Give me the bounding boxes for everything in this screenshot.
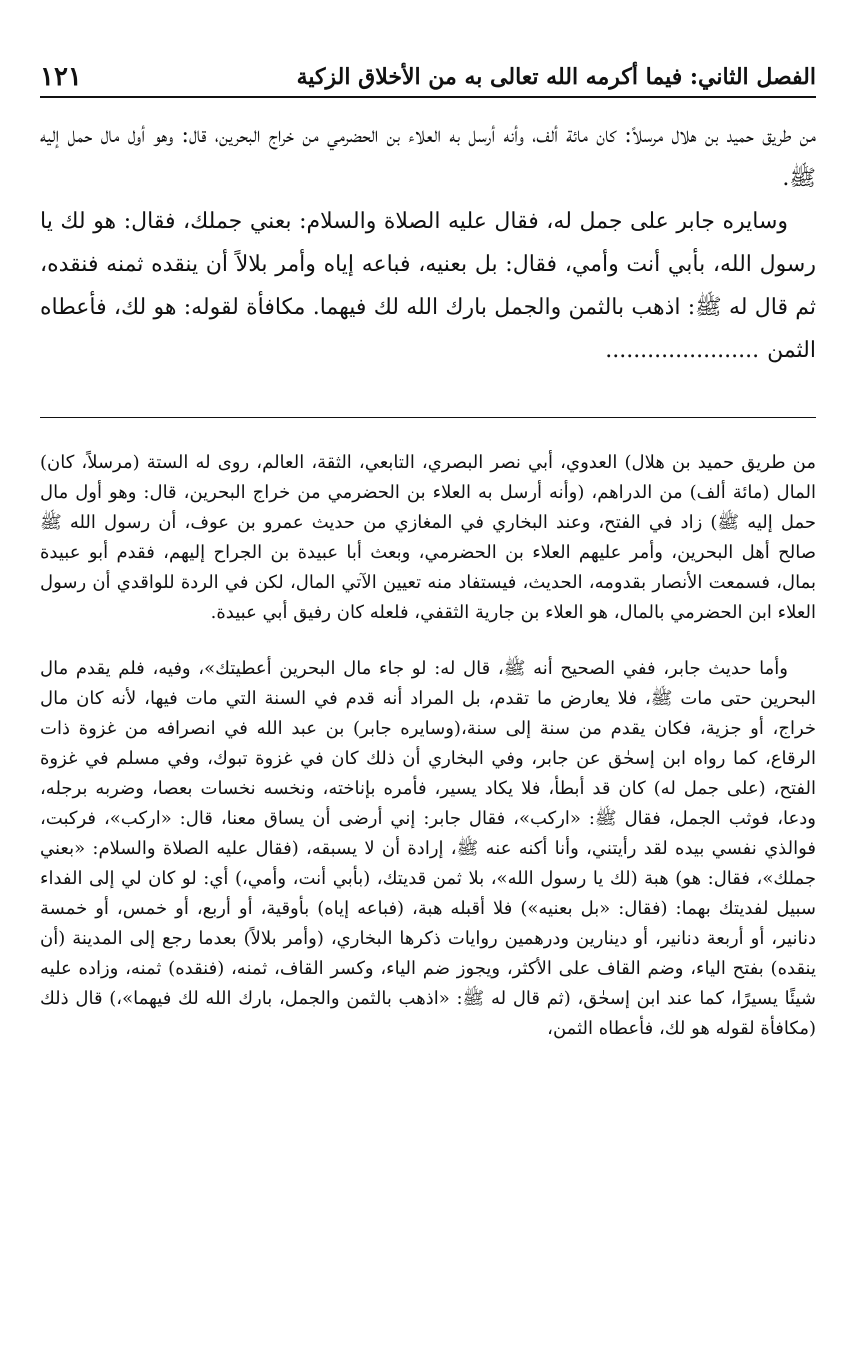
main-text	[40, 114, 816, 372]
dotted-leader: ......................	[605, 338, 760, 363]
main-text-paragraph-2	[40, 200, 816, 372]
commentary-paragraph-2: وأما حديث جابر، ففي الصحيح أنه ﷺ، قال له: لو جاء مال البحرين أعطيتك»، وفيه، فلم يقدم مال البحرين حتى مات ﷺ، فلا يعارض ما تقدم، بل المراد أنه قدم في السنة التي مات فيها، لأنه كان مال خراج، أو جزية، فكان يقدم من سنة إلى سنة،(وسايره جابر) بن عبد الله في انصرافه من غزوة ذات الرقاع، كما رواه ابن إسحٰق عن جابر، وفي البخاري أن ذلك كان في غزوة تبوك، وفي مسلم في غزوة الفتح، (على جمل له) كان قد أبطأ، فلا يكاد يسير، فأمره بإناخته، ونخسه نخسات بعصا، وضربه برجله، ودعا، فوثب الجمل، فقال ﷺ: «اركب»، فقال جابر: إني أرضى أن يساق معنا، قال: «اركب»، فركبت، فوالذي نفسي بيده لقد رأيتني، وأنا أكنه عنه ﷺ، إرادة أن لا يسبقه، (فقال عليه الصلاة والسلام: «بعني جملك»، فقال: هو) هبة (لك يا رسول الله»، بلا ثمن قديتك، (بأبي أنت، وأمي،) أي: لو كان لي إلى الفداء سبيل لفديتك بهما: (فقال: «بل بعنيه») فلا أقبله هبة، (فباعه إياه) بأوقية، أو أربع، أو خمس، أو خمسة دنانير، أو أربعة دنانير، أو دينارين ودرهمين روايات ذكرها البخاري، (وأمر بلالاً) بعدما رجع إلى المدينة (أن ينقده) بفتح الياء، وضم القاف على الأكثر، ويجوز ضم الياء، وكسر القاف، ثمنه، (فنقده) ثمنه، وزاده عليه شيئًا يسيرًا، كما عند ابن إسحٰق، (ثم قال له ﷺ: «اذهب بالثمن والجمل، بارك الله لك فيهما»،) قال ذلك (مكافأة لقوله هو لك، فأعطاه الثمن،	[40, 658, 816, 1039]
commentary-paragraph-1: من طريق حميد بن هلال) العدوي، أبي نصر البصري، التابعي، الثقة، العالم، روى له الستة (مرسلاً، كان) المال (مائة ألف) من الدراهم، (وأنه أرسل به العلاء بن الحضرمي من خراج البحرين، قال: وهو أول مال حمل إليه ﷺ) زاد في الفتح، وعند البخاري في المغازي من حديث عمرو بن عوف، أن رسول الله ﷺ صالح أهل البحرين، وأمر عليهم العلاء بن الحضرمي، وبعث أبا عبيدة بن الجراح إليهم، فقدم أبو عبيدة بمال، فسمعت الأنصار بقدومه، الحديث، فيستفاد منه تعيين الآتي المال، لكن في الردة للواقدي أن رسول العلاء ابن الحضرمي بالمال، هو العلاء بن جارية الثقفي، فلعله كان رفيق أبي عبيدة.	[40, 452, 816, 623]
main-text-paragraph-2-body: وسايره جابر على جمل له، فقال عليه الصلاة والسلام: بعني جملك، فقال: هو لك يا رسول الله، بأبي أنت وأمي، فقال: بل بعنيه، فباعه إياه وأمر بلالاً أن ينقده ثمنه فنقده، ثم قال له ﷺ: اذهب بالثمن والجمل بارك الله لك فيهما. مكافأة لقوله: هو لك، فأعطاه الثمن	[40, 209, 816, 363]
chapter-title: الفصل الثاني: فيما أكرمه الله تعالى به من الأخلاق الزكية	[296, 64, 816, 90]
main-text-paragraph-1: من طريق حميد بن هلال مرسلاً: كان مائة ألف، وأنه أرسل به العلاء بن الحضرمي من خراج البحرين، قال: وهو أول مال حمل إليه ﷺ.	[40, 123, 816, 191]
page-header	[40, 54, 816, 98]
page-number: ١٢١	[40, 62, 82, 92]
section-divider	[40, 417, 816, 418]
commentary-text	[40, 448, 816, 1044]
